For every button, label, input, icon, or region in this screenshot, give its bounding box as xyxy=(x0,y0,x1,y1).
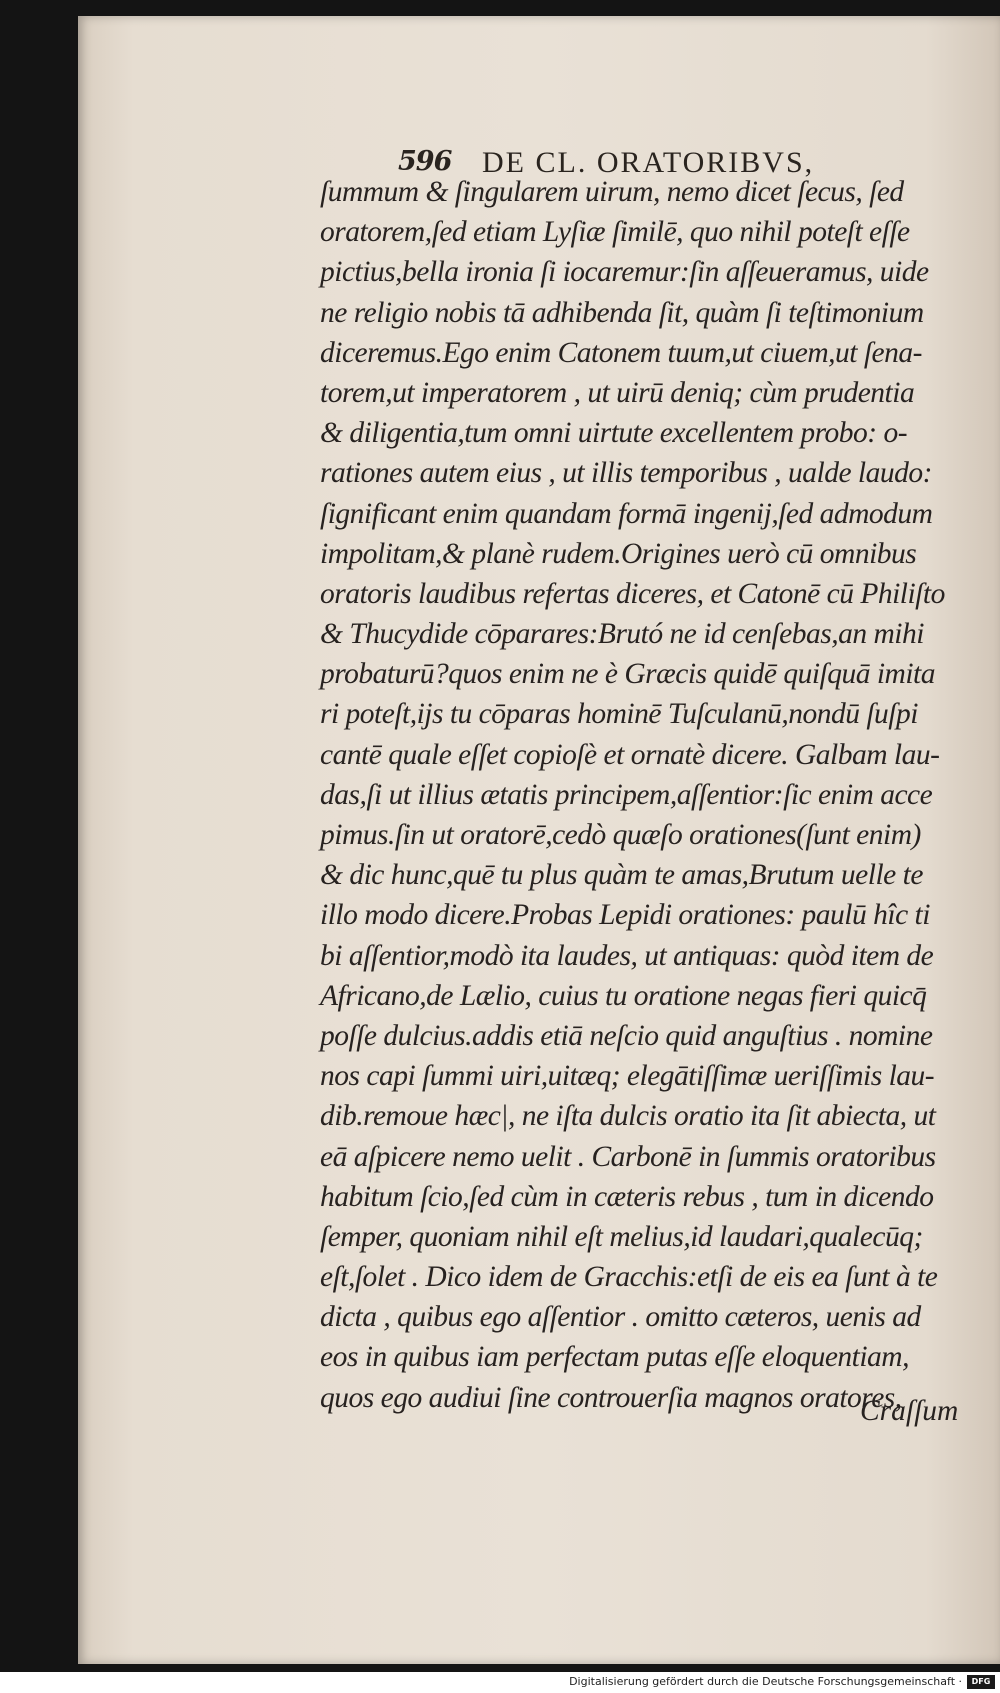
text-line: eā aſpicere nemo uelit . Carbonē in ſummis oratoribus xyxy=(320,1140,936,1173)
text-line: eos in quibus iam perfectam putas eſſe eloquentiam, xyxy=(320,1341,909,1374)
text-line: oratorem,ſed etiam Lyſiæ ſimilē, quo nihil poteſt eſſe xyxy=(320,216,910,249)
text-line: eſt,ſolet . Dico idem de Gracchis:etſi de eis ea ſunt à te xyxy=(320,1261,938,1294)
text-line: bi aſſentior,modò ita laudes, ut antiquas: quòd item de xyxy=(320,939,934,972)
text-line: & Thucydide cōparares:Brutó ne id cenſebas,an mihi xyxy=(320,618,924,651)
text-line: das,ſi ut illius ætatis principem,aſſentior:ſic enim acce xyxy=(320,778,933,811)
text-line: diceremus.Ego enim Catonem tuum,ut ciuem,ut ſena- xyxy=(320,336,922,369)
text-line: impolitam,& planè rudem.Origines uerò cū omnibus xyxy=(320,537,917,570)
catchword: Craſſum xyxy=(860,1395,959,1427)
text-line: ri poteſt,ijs tu cōparas hominē Tuſculanū,nondū ſuſpi xyxy=(320,698,918,731)
text-line: & dic hunc,quē tu plus quàm te amas,Brutum uelle te xyxy=(320,859,923,892)
text-line: cantē quale eſſet copioſè et ornatè dicere. Galbam lau- xyxy=(320,738,940,771)
text-line: & diligentia,tum omni uirtute excellentem probo: o- xyxy=(320,417,908,450)
text-line: torem,ut imperatorem , ut uirū deniq; cùm prudentia xyxy=(320,376,915,409)
funding-notice: Digitalisierung gefördert durch die Deutsche Forschungsgemeinschaft · xyxy=(569,1675,962,1688)
text-line: Africano,de Lælio, cuius tu oratione negas fieri quicq̄ xyxy=(320,979,927,1012)
text-line: pictius,bella ironia ſi iocaremur:ſin aſſeueramus, uide xyxy=(320,256,929,289)
text-line: ne religio nobis tā adhibenda ſit, quàm ſi teſtimonium xyxy=(320,296,924,329)
text-line: ſummum & ſingularem uirum, nemo dicet ſecus, ſed xyxy=(320,176,904,208)
text-line: nos capi ſummi uiri,uitæq; elegātiſſimæ ueriſſimis lau- xyxy=(320,1060,935,1093)
text-line: dicta , quibus ego aſſentior . omitto cæteros, uenis ad xyxy=(320,1301,921,1334)
digitization-footer xyxy=(0,1672,1000,1693)
text-line: oratoris laudibus refertas diceres, et Catonē cū Philiſto xyxy=(320,577,945,610)
dfg-logo-icon: DFG xyxy=(967,1675,995,1689)
text-line: dib.remoue hæc|, ne iſta dulcis oratio ita ſit abiecta, ut xyxy=(320,1100,936,1133)
text-line: rationes autem eius , ut illis temporibus , ualde laudo: xyxy=(320,457,932,490)
text-line: habitum ſcio,ſed cùm in cæteris rebus , tum in dicendo xyxy=(320,1180,934,1213)
text-line: illo modo dicere.Probas Lepidi orationes: paulū hîc ti xyxy=(320,899,930,932)
page-number: 596 xyxy=(398,146,452,177)
text-line: quos ego audiui ſine controuerſia magnos oratores, xyxy=(320,1381,902,1414)
running-head: DE CL. ORATORIBVS, xyxy=(482,146,815,179)
text-line: ſemper, quoniam nihil eſt melius,id laudari,qualecūq; xyxy=(320,1220,923,1253)
body-text xyxy=(320,172,970,1418)
text-line: probaturū?quos enim ne è Græcis quidē quiſquā imita xyxy=(320,658,936,691)
text-line: poſſe dulcius.addis etiā neſcio quid anguſtius . nomine xyxy=(320,1019,933,1052)
text-line: pimus.ſin ut oratorē,cedò quæſo orationes(ſunt enim) xyxy=(320,819,921,851)
text-line: ſignificant enim quandam formā ingenij,ſed admodum xyxy=(320,497,933,530)
